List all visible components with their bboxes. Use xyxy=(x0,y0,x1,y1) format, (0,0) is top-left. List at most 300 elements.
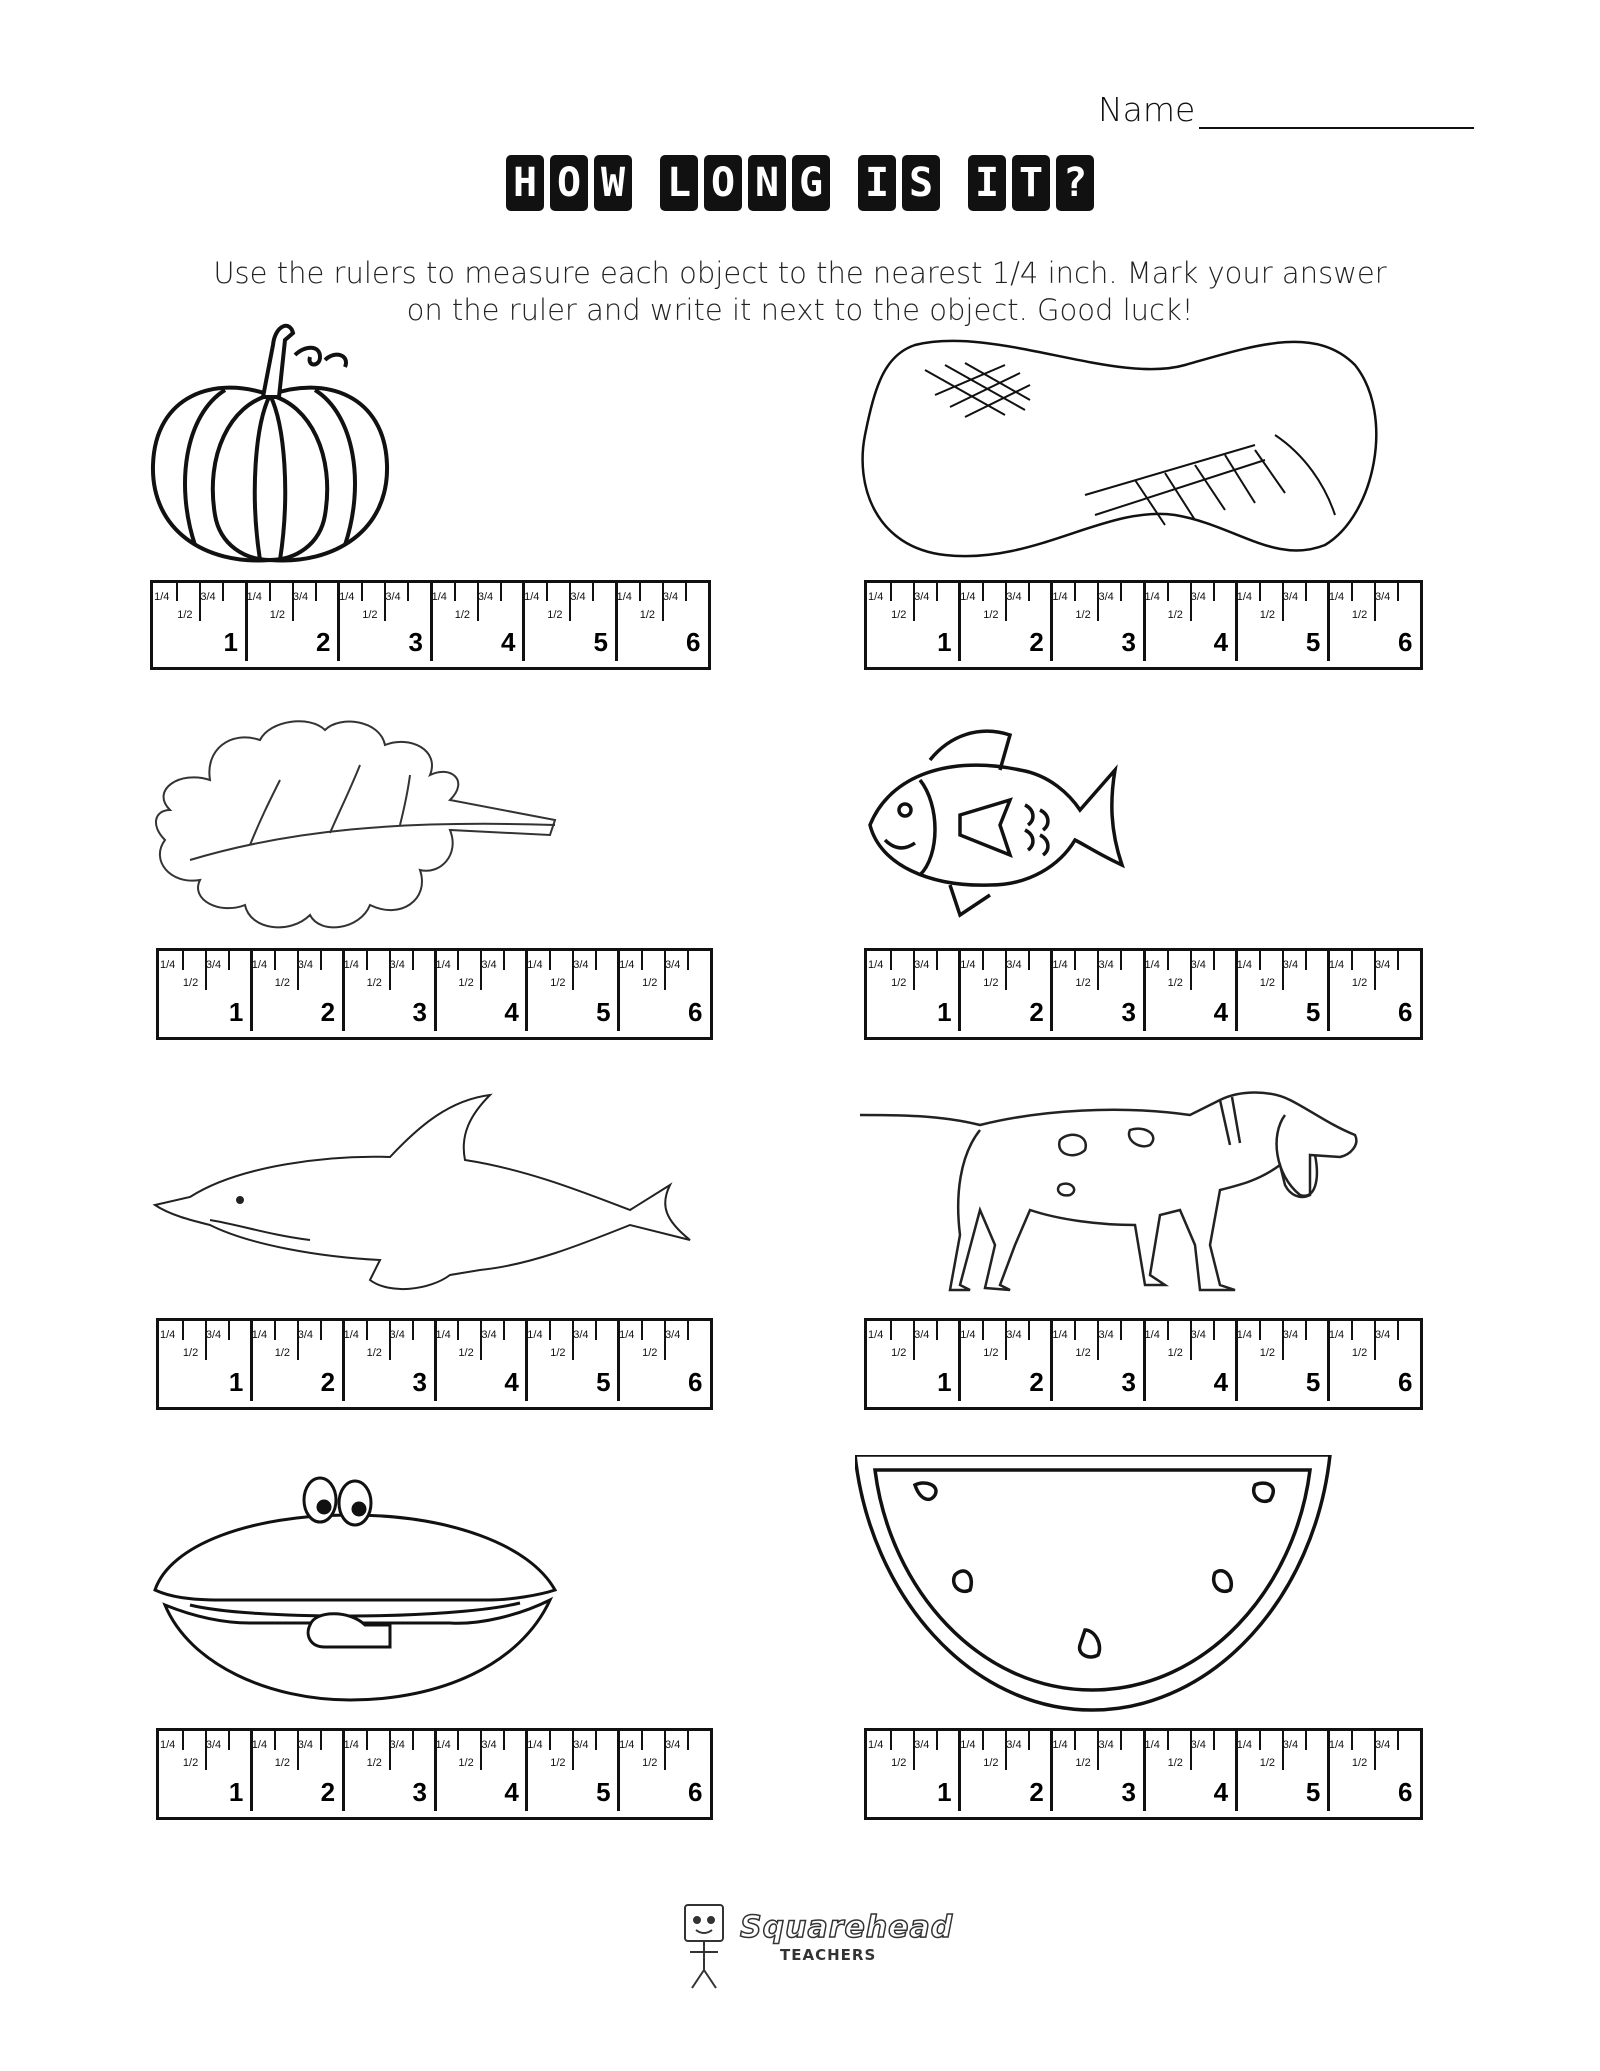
ruler-inch-number: 1 xyxy=(228,1777,244,1807)
ruler-tick-three-quarter xyxy=(1120,1731,1122,1750)
ruler-inch-number: 5 xyxy=(596,997,611,1027)
ruler-label-half: 1/2 xyxy=(1259,977,1276,989)
ruler-tick-three-quarter xyxy=(687,1321,689,1340)
ruler-tick-quarter xyxy=(1167,583,1169,601)
ruler-label-half: 1/2 xyxy=(1259,609,1276,621)
ruler-tick-quarter xyxy=(641,951,643,970)
ruler-label-half: 1/2 xyxy=(1075,609,1091,621)
ruler-label-quarter: 1/4 xyxy=(251,959,268,971)
ruler-label-quarter: 1/4 xyxy=(1144,591,1160,603)
ruler-inch-number: 6 xyxy=(1398,1367,1413,1397)
title-word-2 xyxy=(660,155,830,211)
ruler-inch-number: 3 xyxy=(1121,997,1136,1027)
ruler-label-half: 1/2 xyxy=(1351,977,1368,989)
ruler-inch-number: 5 xyxy=(596,1367,611,1397)
ruler-tick-three-quarter xyxy=(687,1731,689,1750)
ruler-label-half: 1/2 xyxy=(177,609,193,621)
ruler-inch-number: 6 xyxy=(688,1777,703,1807)
ruler-label-half: 1/2 xyxy=(891,1757,907,1769)
ruler-tick-quarter xyxy=(366,951,368,970)
ruler-label-half: 1/2 xyxy=(182,1757,199,1769)
ruler-label-three-quarter: 3/4 xyxy=(297,959,313,971)
ruler-tick-three-quarter xyxy=(1213,1731,1215,1750)
ruler-label-three-quarter: 3/4 xyxy=(481,1739,497,1751)
ruler-tick-quarter xyxy=(1074,583,1076,601)
ruler-tick-quarter xyxy=(457,1731,459,1750)
ruler-label-half: 1/2 xyxy=(458,1347,474,1359)
ruler-label-three-quarter: 3/4 xyxy=(662,591,679,603)
ruler-tick-quarter xyxy=(182,951,184,970)
ruler-tick-three-quarter xyxy=(228,951,230,970)
ruler-tick-three-quarter xyxy=(1213,583,1215,601)
ruler-label-three-quarter: 3/4 xyxy=(1374,959,1391,971)
ruler-tick-quarter xyxy=(182,1321,184,1340)
ruler-tick-quarter xyxy=(1351,1731,1353,1750)
title-letter: T xyxy=(1012,155,1050,211)
ruler-tick-quarter xyxy=(361,583,363,601)
ruler-label-quarter: 1/4 xyxy=(339,591,355,603)
ruler-label-quarter: 1/4 xyxy=(619,1329,635,1341)
ruler-tick-quarter xyxy=(639,583,641,601)
ruler-label-three-quarter: 3/4 xyxy=(1282,1739,1299,1751)
ruler-tick-quarter xyxy=(890,951,892,970)
ruler-tick-three-quarter xyxy=(503,1321,505,1340)
ruler-inch-number: 2 xyxy=(320,997,336,1027)
ruler-tick-three-quarter xyxy=(687,951,689,970)
ruler-inch-number: 5 xyxy=(1305,1367,1321,1397)
ruler-label-quarter: 1/4 xyxy=(1144,1739,1160,1751)
ruler-tick-quarter xyxy=(982,583,984,601)
ruler-tick-three-quarter xyxy=(412,1731,414,1750)
ruler-tick-quarter xyxy=(641,1321,643,1340)
ruler-tick-quarter xyxy=(1167,1731,1169,1750)
ruler-tick-three-quarter xyxy=(595,1321,597,1340)
ruler-label-quarter: 1/4 xyxy=(1236,959,1252,971)
ruler-tick-quarter xyxy=(982,1321,984,1340)
fish-illustration xyxy=(860,715,1140,935)
ruler-label-half: 1/2 xyxy=(639,609,656,621)
ruler-label-three-quarter: 3/4 xyxy=(1006,1329,1022,1341)
ruler-label-half: 1/2 xyxy=(458,1757,474,1769)
ruler-label-half: 1/2 xyxy=(891,609,907,621)
ruler-label-half: 1/2 xyxy=(642,977,658,989)
ruler-label-three-quarter: 3/4 xyxy=(205,959,222,971)
ruler-label-quarter: 1/4 xyxy=(1236,591,1252,603)
ruler-inch-number: 5 xyxy=(1305,997,1321,1027)
oak-leaf-illustration xyxy=(150,710,560,940)
ruler-label-quarter: 1/4 xyxy=(1236,1329,1252,1341)
ruler-inch-number: 1 xyxy=(937,1367,952,1397)
ruler-tick-three-quarter xyxy=(685,583,687,601)
ruler-tick-quarter xyxy=(546,583,548,601)
name-field[interactable] xyxy=(1098,90,1474,129)
ruler-label-three-quarter: 3/4 xyxy=(297,1329,313,1341)
title-letter: L xyxy=(660,155,698,211)
ruler-inch-number: 2 xyxy=(1029,1367,1044,1397)
ruler-label-half: 1/2 xyxy=(1351,1757,1368,1769)
ruler-label-quarter: 1/4 xyxy=(1144,959,1160,971)
ruler-tick-quarter xyxy=(454,583,456,601)
ruler-label-three-quarter: 3/4 xyxy=(573,1739,589,1751)
ruler-label-quarter: 1/4 xyxy=(1052,1329,1068,1341)
ruler-tick-three-quarter xyxy=(1213,951,1215,970)
title-letter: N xyxy=(748,155,786,211)
ruler-tick-three-quarter xyxy=(1213,1321,1215,1340)
ruler-label-half: 1/2 xyxy=(550,1347,566,1359)
title-letter: S xyxy=(902,155,940,211)
ruler-label-quarter: 1/4 xyxy=(960,1329,976,1341)
ruler-label-three-quarter: 3/4 xyxy=(481,1329,497,1341)
ruler-label-quarter: 1/4 xyxy=(616,591,632,603)
ruler-tick-quarter xyxy=(982,951,984,970)
ruler-label-three-quarter: 3/4 xyxy=(481,959,497,971)
ruler-tick-three-quarter xyxy=(228,1321,230,1340)
ruler-tick-three-quarter xyxy=(320,1731,322,1750)
ruler-label-quarter: 1/4 xyxy=(435,959,451,971)
ruler-inch-number: 4 xyxy=(504,997,519,1027)
ruler-tick-three-quarter xyxy=(1120,583,1122,601)
ruler-tick-quarter xyxy=(1351,1321,1353,1340)
title-letter: O xyxy=(704,155,742,211)
ruler-label-three-quarter: 3/4 xyxy=(292,591,309,603)
ruler-label-quarter: 1/4 xyxy=(251,1739,268,1751)
ruler-tick-three-quarter xyxy=(936,1321,938,1340)
ruler-label-half: 1/2 xyxy=(983,1757,999,1769)
ruler-label-half: 1/2 xyxy=(1075,1347,1091,1359)
ruler-label-half: 1/2 xyxy=(983,977,999,989)
ruler-label-half: 1/2 xyxy=(182,977,199,989)
ruler-tick-quarter xyxy=(1167,1321,1169,1340)
ruler-label-half: 1/2 xyxy=(1259,1757,1276,1769)
ruler-tick-quarter xyxy=(1259,1321,1261,1340)
ruler-label-half: 1/2 xyxy=(891,1347,907,1359)
ruler-dog[interactable] xyxy=(864,1318,1423,1410)
ruler-inch-number: 1 xyxy=(223,627,238,657)
title-letter: I xyxy=(858,155,896,211)
ruler-tick-three-quarter xyxy=(222,583,224,601)
ruler-label-three-quarter: 3/4 xyxy=(1006,591,1022,603)
logo-brand-text: Squarehead xyxy=(740,1910,954,1945)
ruler-label-three-quarter: 3/4 xyxy=(1374,1329,1391,1341)
ruler-label-three-quarter: 3/4 xyxy=(200,591,216,603)
ruler-tick-quarter xyxy=(982,1731,984,1750)
ruler-label-half: 1/2 xyxy=(366,977,382,989)
ruler-oak-leaf[interactable] xyxy=(156,948,713,1040)
ruler-label-three-quarter: 3/4 xyxy=(914,591,930,603)
title-word-1 xyxy=(506,155,632,211)
worksheet-title xyxy=(0,155,1600,211)
ruler-label-three-quarter: 3/4 xyxy=(914,959,930,971)
ruler-label-half: 1/2 xyxy=(1167,609,1183,621)
ruler-label-quarter: 1/4 xyxy=(868,1329,884,1341)
ruler-tick-three-quarter xyxy=(1305,1731,1307,1750)
ruler-label-quarter: 1/4 xyxy=(1328,591,1345,603)
ruler-tick-quarter xyxy=(1259,583,1261,601)
ruler-label-quarter: 1/4 xyxy=(1328,1329,1345,1341)
ruler-inch-number: 1 xyxy=(937,627,952,657)
ruler-label-quarter: 1/4 xyxy=(868,591,884,603)
ruler-label-three-quarter: 3/4 xyxy=(665,959,681,971)
ruler-label-three-quarter: 3/4 xyxy=(1374,1739,1391,1751)
ruler-label-quarter: 1/4 xyxy=(1052,959,1068,971)
ruler-tick-three-quarter xyxy=(1028,1731,1030,1750)
ruler-label-three-quarter: 3/4 xyxy=(1190,1329,1206,1341)
ruler-label-half: 1/2 xyxy=(550,977,566,989)
ruler-tick-quarter xyxy=(1351,951,1353,970)
ruler-label-three-quarter: 3/4 xyxy=(389,1329,405,1341)
ruler-tick-three-quarter xyxy=(936,583,938,601)
ruler-label-half: 1/2 xyxy=(1351,609,1368,621)
ruler-tick-three-quarter xyxy=(936,1731,938,1750)
ruler-label-half: 1/2 xyxy=(269,609,286,621)
ruler-label-quarter: 1/4 xyxy=(619,1739,635,1751)
ruler-tick-quarter xyxy=(274,1731,276,1750)
ruler-tick-three-quarter xyxy=(1305,1321,1307,1340)
ruler-inch-number: 6 xyxy=(1398,627,1413,657)
ruler-inch-number: 5 xyxy=(593,627,608,657)
pumpkin-illustration xyxy=(145,315,395,565)
ruler-tick-three-quarter xyxy=(407,583,409,601)
ruler-label-quarter: 1/4 xyxy=(1052,1739,1068,1751)
ruler-label-half: 1/2 xyxy=(1075,977,1091,989)
ruler-tick-quarter xyxy=(1259,951,1261,970)
ruler-inch-number: 2 xyxy=(316,627,331,657)
ruler-tick-three-quarter xyxy=(936,951,938,970)
ruler-tick-three-quarter xyxy=(595,951,597,970)
ruler-label-three-quarter: 3/4 xyxy=(1282,591,1299,603)
ruler-inch-number: 3 xyxy=(412,1777,427,1807)
ruler-label-quarter: 1/4 xyxy=(868,1739,884,1751)
ruler-inch-number: 3 xyxy=(412,997,427,1027)
ruler-label-three-quarter: 3/4 xyxy=(205,1739,222,1751)
ruler-label-half: 1/2 xyxy=(891,977,907,989)
title-letter: I xyxy=(968,155,1006,211)
ruler-inch-number: 1 xyxy=(228,997,244,1027)
ruler-tick-three-quarter xyxy=(412,951,414,970)
ruler-inch-number: 4 xyxy=(1213,627,1229,657)
ruler-inch-number: 6 xyxy=(1398,1777,1413,1807)
ruler-tick-three-quarter xyxy=(500,583,502,601)
ruler-inch-number: 6 xyxy=(1398,997,1413,1027)
ruler-label-three-quarter: 3/4 xyxy=(1098,591,1114,603)
ruler-label-quarter: 1/4 xyxy=(246,591,262,603)
ruler-inch-number: 2 xyxy=(1029,627,1044,657)
ruler-tick-three-quarter xyxy=(595,1731,597,1750)
ruler-tick-quarter xyxy=(457,1321,459,1340)
ruler-tick-three-quarter xyxy=(1397,583,1399,601)
ruler-label-quarter: 1/4 xyxy=(619,959,635,971)
ruler-inch-number: 4 xyxy=(1213,1367,1229,1397)
ruler-tick-quarter xyxy=(366,1731,368,1750)
ruler-label-three-quarter: 3/4 xyxy=(1098,959,1114,971)
ruler-label-half: 1/2 xyxy=(366,1757,382,1769)
ruler-fish[interactable] xyxy=(864,948,1423,1040)
ruler-label-quarter: 1/4 xyxy=(527,959,543,971)
ruler-label-quarter: 1/4 xyxy=(960,1739,976,1751)
ruler-inch-number: 4 xyxy=(504,1777,519,1807)
ruler-tick-three-quarter xyxy=(1028,951,1030,970)
ruler-tick-three-quarter xyxy=(320,951,322,970)
ruler-label-quarter: 1/4 xyxy=(343,1739,359,1751)
ruler-label-quarter: 1/4 xyxy=(159,1329,176,1341)
ruler-tick-three-quarter xyxy=(1028,583,1030,601)
ruler-tick-three-quarter xyxy=(315,583,317,601)
peanut-illustration xyxy=(855,325,1385,570)
ruler-tick-three-quarter xyxy=(503,1731,505,1750)
ruler-inch-number: 3 xyxy=(408,627,423,657)
ruler-label-half: 1/2 xyxy=(274,977,291,989)
ruler-tick-three-quarter xyxy=(1028,1321,1030,1340)
ruler-label-three-quarter: 3/4 xyxy=(477,591,494,603)
ruler-inch-number: 6 xyxy=(688,997,703,1027)
ruler-label-three-quarter: 3/4 xyxy=(389,1739,405,1751)
ruler-label-quarter: 1/4 xyxy=(154,591,170,603)
ruler-label-quarter: 1/4 xyxy=(527,1739,543,1751)
dog-illustration xyxy=(860,1085,1370,1300)
ruler-clam[interactable] xyxy=(156,1728,713,1820)
ruler-label-three-quarter: 3/4 xyxy=(297,1739,313,1751)
ruler-inch-number: 3 xyxy=(412,1367,427,1397)
ruler-tick-three-quarter xyxy=(1120,1321,1122,1340)
name-blank-line[interactable] xyxy=(1199,93,1474,129)
ruler-label-half: 1/2 xyxy=(274,1347,291,1359)
title-word-3 xyxy=(858,155,940,211)
ruler-tick-three-quarter xyxy=(228,1731,230,1750)
ruler-label-three-quarter: 3/4 xyxy=(914,1329,930,1341)
ruler-dolphin[interactable] xyxy=(156,1318,713,1410)
logo-sub-text: TEACHERS xyxy=(780,1946,877,1964)
ruler-label-quarter: 1/4 xyxy=(251,1329,268,1341)
ruler-label-half: 1/2 xyxy=(1259,1347,1276,1359)
ruler-watermelon[interactable] xyxy=(864,1728,1423,1820)
ruler-tick-quarter xyxy=(457,951,459,970)
ruler-inch-number: 6 xyxy=(688,1367,703,1397)
ruler-label-quarter: 1/4 xyxy=(435,1739,451,1751)
ruler-label-half: 1/2 xyxy=(454,609,471,621)
title-letter: O xyxy=(550,155,588,211)
clam-illustration xyxy=(150,1475,560,1710)
ruler-label-three-quarter: 3/4 xyxy=(1190,959,1206,971)
ruler-label-quarter: 1/4 xyxy=(1328,959,1345,971)
ruler-tick-three-quarter xyxy=(1397,951,1399,970)
ruler-label-half: 1/2 xyxy=(642,1757,658,1769)
ruler-inch-number: 3 xyxy=(1121,627,1136,657)
ruler-inch-number: 3 xyxy=(1121,1777,1136,1807)
dolphin-illustration xyxy=(150,1085,700,1295)
ruler-label-half: 1/2 xyxy=(642,1347,658,1359)
squarehead-teachers-logo xyxy=(670,1900,954,1990)
ruler-peanut[interactable] xyxy=(864,580,1423,670)
ruler-tick-quarter xyxy=(182,1731,184,1750)
ruler-label-three-quarter: 3/4 xyxy=(1098,1329,1114,1341)
ruler-tick-three-quarter xyxy=(412,1321,414,1340)
ruler-label-three-quarter: 3/4 xyxy=(665,1329,681,1341)
ruler-label-half: 1/2 xyxy=(983,1347,999,1359)
ruler-label-three-quarter: 3/4 xyxy=(1098,1739,1114,1751)
ruler-tick-quarter xyxy=(641,1731,643,1750)
ruler-tick-quarter xyxy=(1074,1321,1076,1340)
watermelon-illustration xyxy=(855,1455,1335,1715)
ruler-label-three-quarter: 3/4 xyxy=(1006,1739,1022,1751)
ruler-tick-three-quarter xyxy=(1305,951,1307,970)
ruler-label-quarter: 1/4 xyxy=(343,1329,359,1341)
ruler-inch-number: 2 xyxy=(1029,997,1044,1027)
ruler-inch-number: 1 xyxy=(937,1777,952,1807)
ruler-label-three-quarter: 3/4 xyxy=(1374,591,1391,603)
ruler-tick-quarter xyxy=(176,583,178,601)
ruler-tick-quarter xyxy=(549,951,551,970)
ruler-label-half: 1/2 xyxy=(1167,1757,1183,1769)
ruler-label-three-quarter: 3/4 xyxy=(389,959,405,971)
ruler-label-three-quarter: 3/4 xyxy=(1282,1329,1299,1341)
ruler-label-quarter: 1/4 xyxy=(1328,1739,1345,1751)
name-label: Name xyxy=(1098,90,1196,129)
ruler-tick-quarter xyxy=(549,1321,551,1340)
ruler-tick-three-quarter xyxy=(1397,1321,1399,1340)
ruler-label-half: 1/2 xyxy=(983,609,999,621)
ruler-label-quarter: 1/4 xyxy=(435,1329,451,1341)
ruler-inch-number: 4 xyxy=(501,627,516,657)
title-letter: G xyxy=(792,155,830,211)
ruler-label-half: 1/2 xyxy=(274,1757,291,1769)
ruler-inch-number: 3 xyxy=(1121,1367,1136,1397)
ruler-label-half: 1/2 xyxy=(1075,1757,1091,1769)
ruler-tick-quarter xyxy=(274,951,276,970)
ruler-label-quarter: 1/4 xyxy=(343,959,359,971)
ruler-inch-number: 2 xyxy=(320,1367,336,1397)
title-letter: ? xyxy=(1056,155,1094,211)
ruler-label-three-quarter: 3/4 xyxy=(573,959,589,971)
ruler-tick-quarter xyxy=(366,1321,368,1340)
ruler-label-quarter: 1/4 xyxy=(159,959,176,971)
title-word-4 xyxy=(968,155,1094,211)
ruler-inch-number: 4 xyxy=(1213,1777,1229,1807)
ruler-tick-quarter xyxy=(1259,1731,1261,1750)
ruler-tick-three-quarter xyxy=(592,583,594,601)
ruler-tick-three-quarter xyxy=(320,1321,322,1340)
ruler-label-quarter: 1/4 xyxy=(527,1329,543,1341)
ruler-label-three-quarter: 3/4 xyxy=(914,1739,930,1751)
ruler-inch-number: 2 xyxy=(320,1777,336,1807)
ruler-inch-number: 5 xyxy=(1305,627,1321,657)
ruler-label-three-quarter: 3/4 xyxy=(1190,591,1206,603)
instructions-line-1: Use the rulers to measure each object to the nearest 1/4 inch. Mark your answer xyxy=(213,256,1387,290)
ruler-tick-quarter xyxy=(1167,951,1169,970)
ruler-inch-number: 4 xyxy=(504,1367,519,1397)
ruler-label-quarter: 1/4 xyxy=(1052,591,1068,603)
ruler-label-quarter: 1/4 xyxy=(960,591,976,603)
ruler-label-three-quarter: 3/4 xyxy=(1190,1739,1206,1751)
ruler-label-half: 1/2 xyxy=(1351,1347,1368,1359)
ruler-tick-quarter xyxy=(549,1731,551,1750)
ruler-label-quarter: 1/4 xyxy=(1236,1739,1252,1751)
ruler-label-quarter: 1/4 xyxy=(868,959,884,971)
title-letter: H xyxy=(506,155,544,211)
ruler-label-quarter: 1/4 xyxy=(1144,1329,1160,1341)
ruler-tick-quarter xyxy=(269,583,271,601)
ruler-label-three-quarter: 3/4 xyxy=(570,591,586,603)
ruler-label-half: 1/2 xyxy=(550,1757,566,1769)
title-letter: W xyxy=(594,155,632,211)
ruler-label-half: 1/2 xyxy=(1167,1347,1183,1359)
ruler-label-half: 1/2 xyxy=(458,977,474,989)
ruler-tick-quarter xyxy=(890,1321,892,1340)
ruler-label-three-quarter: 3/4 xyxy=(1282,959,1299,971)
ruler-pumpkin[interactable] xyxy=(150,580,711,670)
ruler-label-quarter: 1/4 xyxy=(960,959,976,971)
ruler-tick-quarter xyxy=(1351,583,1353,601)
ruler-label-quarter: 1/4 xyxy=(431,591,447,603)
